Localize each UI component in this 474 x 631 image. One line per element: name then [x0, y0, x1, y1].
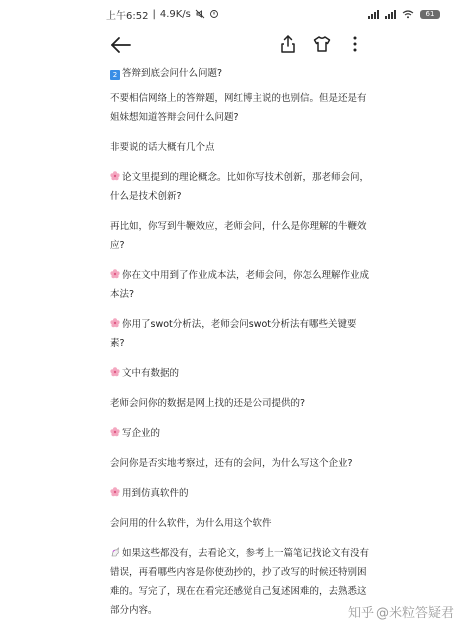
list-item — [110, 266, 370, 304]
list-item-text: 写企业的 — [122, 428, 161, 439]
tshirt-icon[interactable] — [313, 35, 331, 53]
section-title: 答辩到底会问什么问题? — [122, 68, 223, 79]
section-heading — [110, 64, 370, 83]
watermark-site: 知乎 — [347, 606, 374, 621]
list-item — [110, 217, 370, 255]
intro-paragraph: 不要相信网络上的答辩题，网红博主说的也别信。但是还是有姐妹想知道答辩会问什么问题? — [110, 93, 367, 123]
list-item-text: 会问用的什么软件，为什么用这个软件 — [110, 518, 272, 529]
share-icon[interactable] — [280, 34, 296, 54]
cherry-blossom-icon — [110, 318, 120, 328]
list-item — [110, 454, 370, 473]
list-item-text: 你在文中用到了作业成本法，老师会问，你怎么理解作业成本法? — [110, 270, 370, 300]
list-item-text: 如果这些都没有，去看论文，参考上一篇笔记找论文有没有错误，再看哪些内容是你使劲抄的，抄了改写的时候还特别困难的。写完了，现在在看完还感觉自己复述困难的，去熟悉这部分内容。 — [110, 548, 370, 616]
cherry-blossom-icon — [110, 487, 120, 497]
status-speed: 4.9K/s — [159, 8, 191, 20]
list-item — [110, 544, 370, 620]
watermark-author: @米粒答疑君 — [375, 606, 454, 621]
status-divider: | — [152, 8, 156, 20]
status-right — [368, 10, 440, 19]
list-item-text: 文中有数据的 — [122, 368, 180, 379]
cherry-blossom-icon — [110, 171, 120, 181]
cherry-blossom-icon — [110, 269, 120, 279]
list-item — [110, 424, 370, 443]
article-content — [110, 64, 370, 631]
list-item-text: 老师会问你的数据是网上找的还是公司提供的? — [110, 398, 306, 409]
lead-paragraph: 非要说的话大概有几个点 — [110, 142, 215, 153]
top-bar — [0, 30, 474, 60]
wifi-icon — [402, 10, 414, 19]
status-left — [106, 7, 219, 22]
notification-icon — [209, 9, 219, 19]
list-item-text: 用到仿真软件的 — [122, 488, 189, 499]
signal-icon-2 — [385, 10, 396, 19]
status-bar — [0, 0, 474, 28]
number-2-icon: 2 — [110, 70, 120, 80]
cherry-blossom-icon — [110, 367, 120, 377]
cherry-blossom-icon — [110, 427, 120, 437]
unicorn-icon — [110, 547, 120, 557]
list-item — [110, 168, 370, 206]
list-item-text: 会问你是否实地考察过，还有的会问，为什么写这个企业? — [110, 458, 353, 469]
status-time: 上午6:52 — [106, 10, 149, 22]
back-arrow-icon[interactable] — [110, 36, 132, 54]
more-vertical-icon[interactable] — [352, 35, 358, 53]
list-item — [110, 514, 370, 533]
battery-icon: 61 — [420, 10, 440, 19]
list-item-text: 你用了swot分析法，老师会问swot分析法有哪些关键要素? — [110, 319, 357, 349]
list-item-text: 论文里提到的理论概念。比如你写技术创新，那老师会问，什么是技术创新? — [110, 172, 370, 202]
list-item — [110, 315, 370, 353]
list-item — [110, 364, 370, 383]
watermark — [348, 602, 454, 621]
mute-icon — [195, 9, 205, 19]
list-item — [110, 484, 370, 503]
list-item-text: 再比如，你写到牛鞭效应，老师会问，什么是你理解的牛鞭效应? — [110, 221, 367, 251]
signal-icon — [368, 10, 379, 19]
list-item — [110, 394, 370, 413]
